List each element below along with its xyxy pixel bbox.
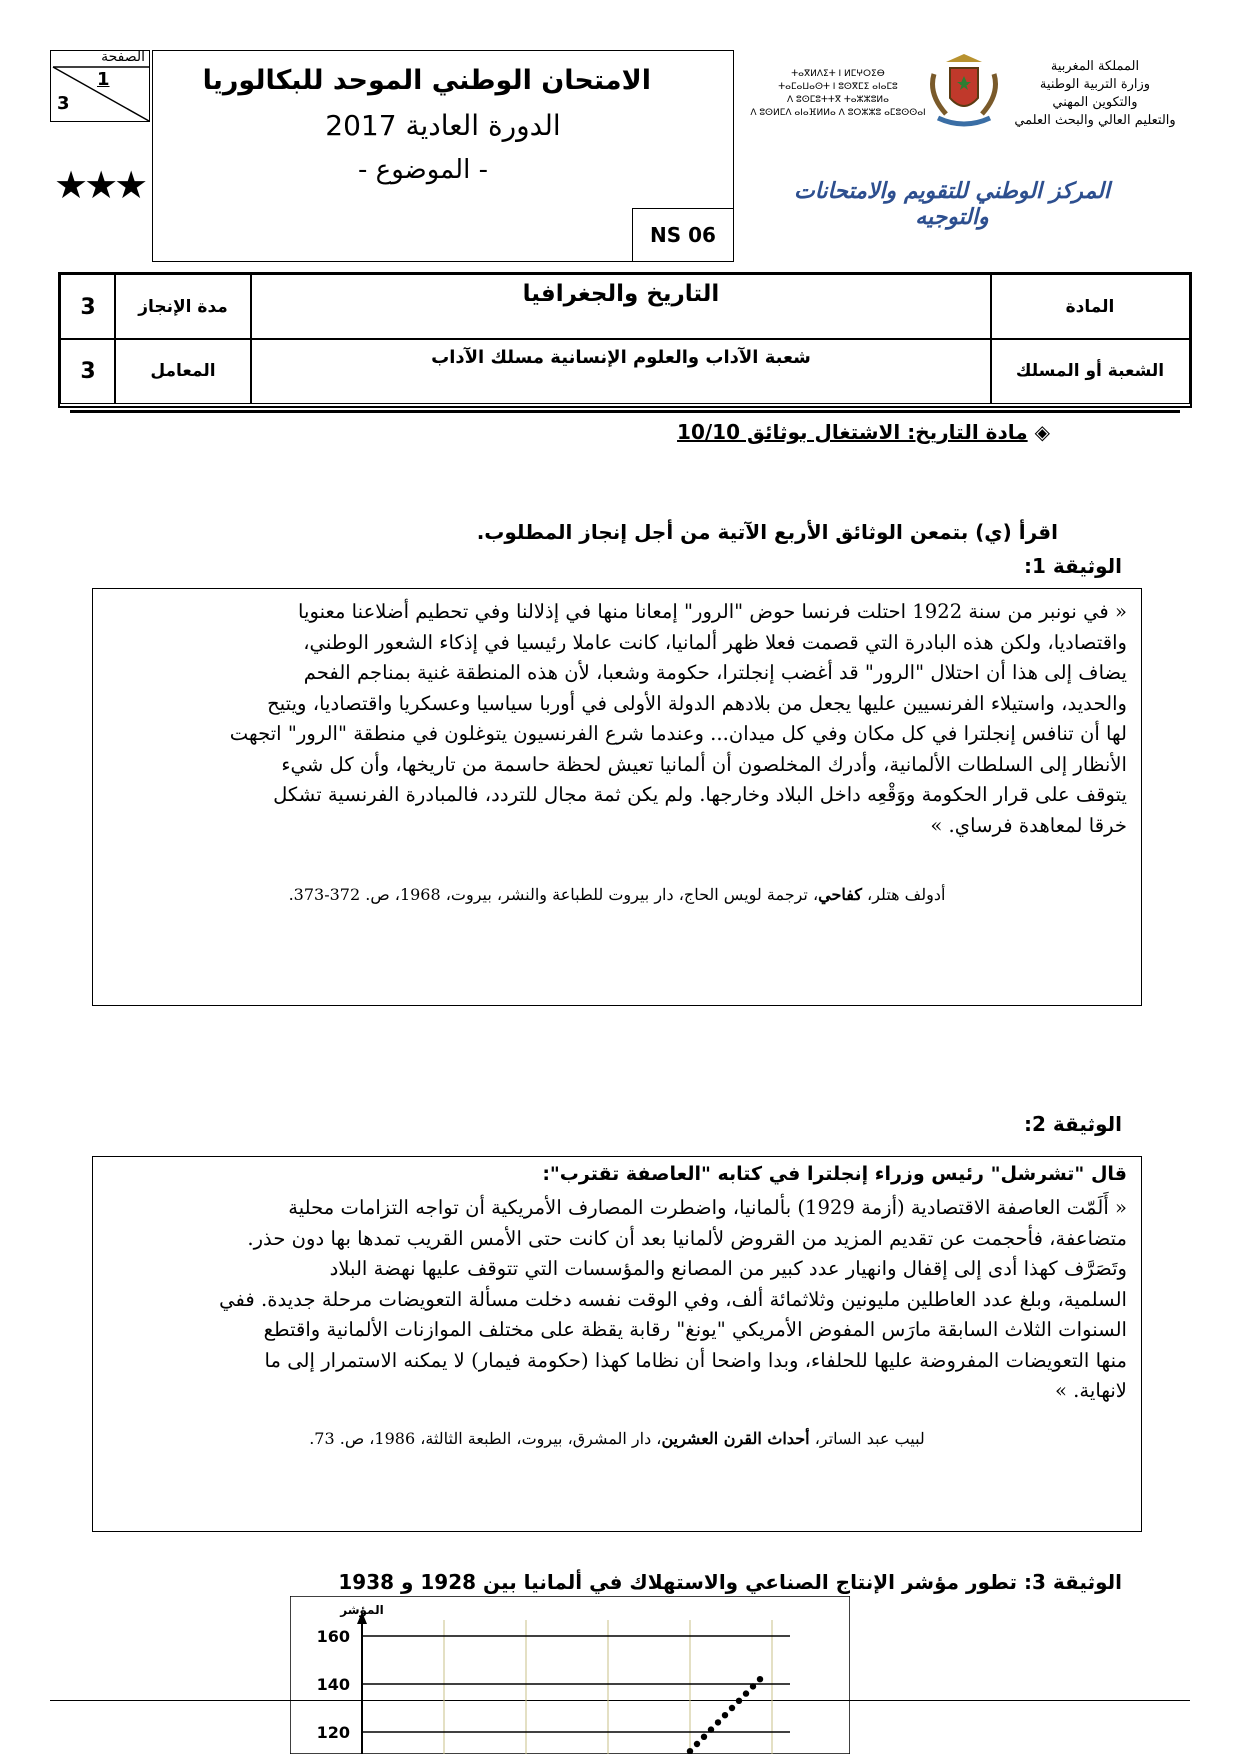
chart-series-point (757, 1676, 763, 1682)
doc3-title: تطور مؤشر الإنتاج الصناعي والاستهلاك في ألمانيا بين 1928 و 1938 (338, 1570, 1018, 1594)
doc2-source-rest: ، دار المشرق، بيروت، الطبعة الثالثة، 1986، ص. 73. (309, 1429, 662, 1448)
ministry-line: والتكوين المهني (1052, 95, 1138, 110)
doc2-line: لانهاية. » (1054, 1379, 1127, 1402)
instruction: اقرأ (ي) بتمعن الوثائق الأربع الآتية من أجل إنجاز المطلوب. (476, 520, 1058, 544)
subject-value: التاريخ والجغرافيا (250, 274, 992, 340)
page-number-box (50, 50, 150, 122)
doc2-source-author: لبيب عبد الساتر، (809, 1429, 925, 1448)
chart-series-dot (736, 1698, 742, 1704)
doc2-source-title: أحداث القرن العشرين (661, 1429, 810, 1448)
duration-label: مدة الإنجاز (114, 274, 252, 340)
doc2-line: وتَصَرَّف كهذا أدى إلى إقفال وانهيار عدد كبير من المصانع والمؤسسات التي تتوقف عليها نهضة البلاد (329, 1257, 1127, 1280)
doc2-heading: قال "تشرشل" رئيس وزراء إنجلترا في كتابه "العاصفة تقترب": (542, 1163, 1127, 1185)
coat-of-arms-icon (926, 52, 1002, 130)
doc2-line: منها التعويضات المفروضة عليها للحلفاء، وبدا واضحا أن نظاما كهذا (حكومة فيمار) لا يمكنه الاستمرار إلى ما (264, 1348, 1127, 1372)
tifinagh-line: ⴷ ⵓⵙⵎⵓⵜⵜⴳ ⵜⴰⵣⵣⵓⵍⴰ (787, 95, 889, 105)
chart-series-point (729, 1705, 735, 1711)
chart-series-point (715, 1719, 721, 1725)
chart-y-tick-label: 120 (316, 1723, 350, 1742)
doc2-source (93, 1429, 1141, 1448)
chart-series-point (743, 1690, 749, 1696)
doc2-box (92, 1156, 1142, 1532)
chart-series-dot (708, 1726, 714, 1732)
chart-y-axis-label: المؤشر (340, 1603, 384, 1617)
doc1-source (93, 885, 1141, 904)
tifinagh-line: ⵜⴰⵎⴰⵡⴰⵙⵜ ⵏ ⵓⵙⴳⵎⵉ ⴰⵏⴰⵎⵓ (778, 82, 898, 92)
chart-series-dot (722, 1712, 728, 1718)
doc1-line: يضاف إلى هذا أن احتلال "الرور" قد أغضب إنجلترا، حكومة وشعبا، لأن هذه المنطقة غنية بمناجم الفحم (303, 661, 1127, 684)
subject-table (58, 272, 1192, 408)
page-label: الصفحة (101, 49, 145, 65)
center-name: المركز الوطني للتقويم والامتحانات والتوجيه (794, 178, 1110, 230)
doc2-line: السنوات الثلاث السابقة مارَس المفوض الأمريكي "يونغ" رقابة يقظة على مختلف الموازنات الألمانية واقتطع (263, 1318, 1127, 1341)
branch-label: الشعبة أو المسلك (990, 338, 1190, 404)
doc1-text (107, 597, 1127, 841)
section-title-row (677, 420, 1050, 444)
subject-label: المادة (990, 274, 1190, 340)
doc2-line: السلمية، وبلغ عدد العاطلين مليونين وثلاثمائة ألف، وفي الوقت نفسه دخلت مسألة التعويضات مرحلة جديدة. ففي (219, 1287, 1127, 1311)
chart-y-tick-label: 160 (316, 1627, 350, 1646)
ministry-line: وزارة التربية الوطنية (1039, 77, 1151, 92)
divider (70, 410, 1180, 413)
page-number: 1 (97, 69, 110, 90)
doc3-label: الوثيقة 3: (1024, 1570, 1122, 1594)
doc2-line: « أَلَمّت العاصفة الاقتصادية (أزمة 1929) بألمانيا، واضطرت المصارف الأمريكية أن تواجه التزامات محلية (288, 1196, 1127, 1219)
coef-label: المعامل (114, 338, 252, 404)
ministry-block (1004, 58, 1186, 130)
doc1-line: خرقا لمعاهدة فرساي. » (930, 813, 1127, 837)
page-total: 3 (57, 93, 70, 114)
doc2-label: الوثيقة 2: (1024, 1112, 1122, 1136)
section-title: مادة التاريخ: الاشتغال بوثائق 10/10 (677, 420, 1028, 444)
exam-title: الامتحان الوطني الموحد للبكالوريا (202, 65, 651, 96)
difficulty-stars: ★★★ (54, 163, 145, 207)
doc2-line: متضاعفة، فأحجمت عن تقديم المزيد من القروض لألمانيا بعد أن كانت حتى الأمس القريب تمدها بها دون حذر. (247, 1226, 1127, 1250)
doc1-line: واقتصاديا، ولكن هذه البادرة التي قصمت فعلا ظهر ألمانيا، كانت عاملا رئيسيا في إذكاء الشعور الوطني، (303, 630, 1127, 654)
chart-series-dot (694, 1741, 700, 1747)
doc3-chart (290, 1596, 850, 1754)
doc1-source-title: كفاحي (818, 885, 862, 904)
doc1-label: الوثيقة 1: (1024, 554, 1122, 578)
doc3-title-row (338, 1570, 1122, 1594)
chart-series-dot (750, 1683, 756, 1689)
coef-value: 3 (60, 338, 116, 404)
doc1-line: « في نونبر من سنة 1922 احتلت فرنسا حوض "الرور" إمعانا منها في إذلالنا وفي تحطيم أضلاعنا معنويا (298, 600, 1127, 623)
tifinagh-line: ⴷ ⵓⵙⵍⵎⴷ ⴰⵏⴰⴼⵍⵍⴰ ⴷ ⵓⵔⵣⵣⵓ ⴰⵎⵓⵙⵙⴰⵏ (750, 108, 926, 118)
tifinagh-line: ⵜⴰⴳⵍⴷⵉⵜ ⵏ ⵍⵎⵖⵔⵉⴱ (791, 69, 885, 79)
chart-frame (290, 1596, 850, 1754)
doc1-source-author: أدولف هتلر، (861, 885, 946, 904)
branch-value: شعبة الآداب والعلوم الإنسانية مسلك الآداب (250, 338, 992, 404)
chart-series-point (687, 1748, 693, 1754)
doc1-line: يتوقف على قرار الحكومة ووَقْعِه داخل البلاد وخارجها. ولم يكن ثمة مجال للتردد، فالمبادرة الفرنسية تشكل (273, 783, 1127, 806)
doc1-line: لها أن تنافس إنجلترا في كل مكان وفي كل ميدان... وعندما شرع الفرنسيون يتوغلون في منطقة "الرور" اتجهت (229, 722, 1127, 745)
ministry-line: المملكة المغربية (1050, 59, 1140, 74)
exam-session: الدورة العادية 2017 (325, 109, 561, 142)
doc2-text (107, 1193, 1127, 1407)
doc1-source-rest: ، ترجمة لويس الحاج، دار بيروت للطباعة والنشر، بيروت، 1968، ص. 372-373. (288, 885, 819, 904)
duration-value: 3 (60, 274, 116, 340)
doc1-box (92, 588, 1142, 1006)
doc1-line: الأنظار إلى السلطات الألمانية، وأدرك المخلصون أن ألمانيا تعيش لحظة حاسمة من تاريخها، وأن كل شيء (281, 752, 1127, 776)
section-bullet-icon: ◈ (1034, 420, 1050, 444)
chart-series-point (701, 1734, 707, 1740)
exam-subject-label: - الموضوع - (358, 155, 488, 185)
doc1-line: والحديد، واستيلاء الفرنسيين عليها يجعل من بلادهم الدولة الأولى في أوربا سياسيا وعسكريا واقتصاديا، ويتيح (267, 691, 1127, 715)
ministry-line: والتعليم العالي والبحث العلمي (1014, 113, 1176, 128)
chart-y-tick-label: 140 (316, 1675, 350, 1694)
tifinagh-block (738, 68, 938, 120)
exam-code: NS 06 (632, 208, 734, 262)
